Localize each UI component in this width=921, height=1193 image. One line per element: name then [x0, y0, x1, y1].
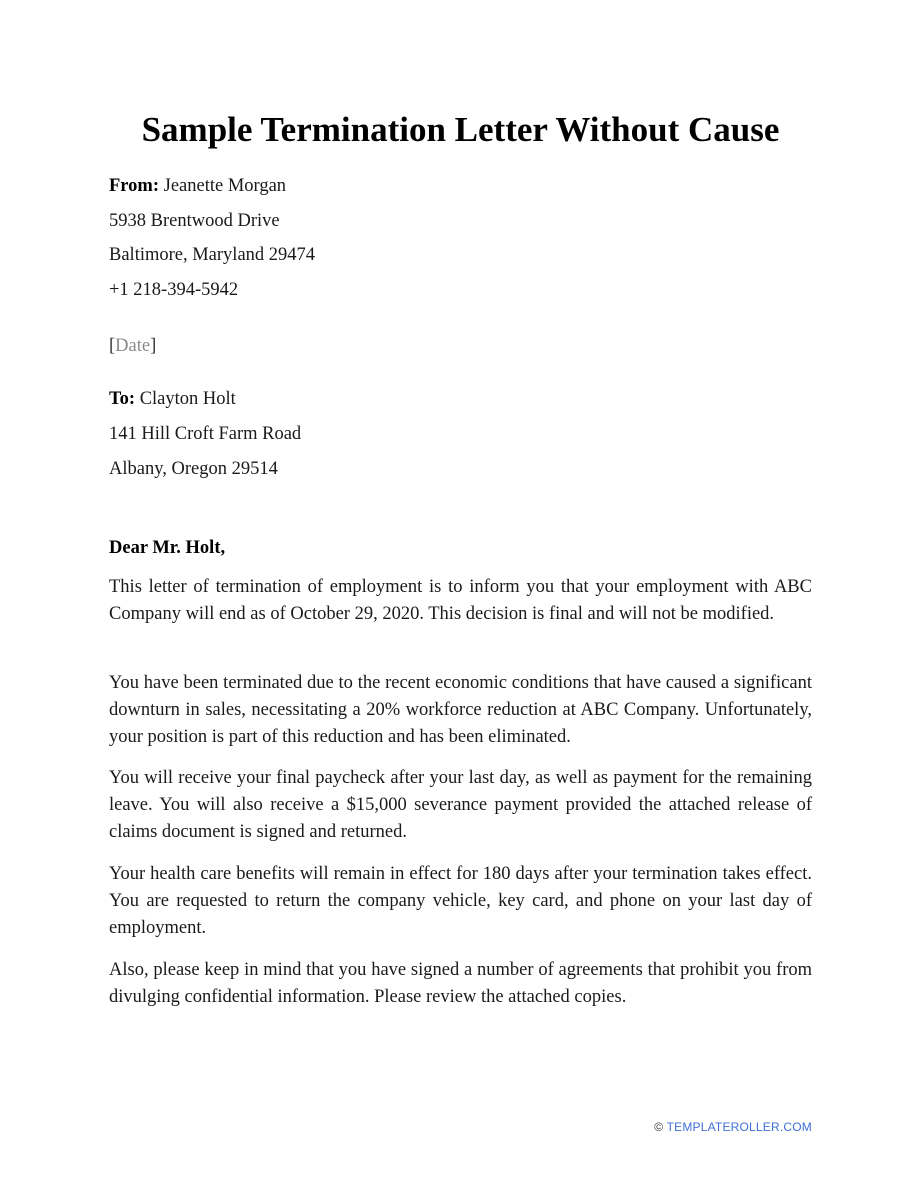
footer-brand-link[interactable]: TEMPLATEROLLER.COM: [666, 1120, 812, 1134]
salutation: Dear Mr. Holt,: [109, 538, 226, 558]
date-close-bracket: ]: [150, 336, 157, 356]
paragraph-reason: You have been terminated due to the recent economic conditions that have caused a significant downturn in sales, necessitating a 20% workforce reduction at ABC Company. Unfortunately, your position is part of this reduction and has been eliminated.: [109, 673, 812, 747]
copyright-icon: ©: [654, 1120, 664, 1134]
recipient-address-line1: 141 Hill Croft Farm Road: [109, 424, 302, 444]
paragraph-termination-notice: This letter of termination of employment is to inform you that your employment with ABC Company will end as of October 29, 2020. This decision is final and will not be modified.: [109, 577, 812, 624]
footer-brand: [654, 1120, 812, 1134]
sender-phone: +1 218-394-5942: [109, 280, 239, 300]
paragraph-final-pay: You will receive your final paycheck after your last day, as well as payment for the remaining leave. You will also receive a $15,000 severance payment provided the attached release of claims document is signed and returned.: [109, 768, 812, 842]
sender-name-line: [109, 174, 286, 198]
paragraph-confidentiality: Also, please keep in mind that you have signed a number of agreements that prohibit you from divulging confidential information. Please review the attached copies.: [109, 960, 812, 1007]
recipient-name: Clayton Holt: [139, 389, 236, 409]
recipient-address-line2: Albany, Oregon 29514: [109, 459, 278, 479]
date-placeholder: Date: [115, 336, 151, 356]
sender-name: Jeanette Morgan: [163, 176, 287, 196]
sender-address-line1: 5938 Brentwood Drive: [109, 211, 280, 231]
document-title: Sample Termination Letter Without Cause: [141, 110, 780, 149]
date-field: [109, 334, 156, 358]
from-label: From:: [109, 176, 159, 196]
sender-address-line2: Baltimore, Maryland 29474: [109, 245, 316, 265]
recipient-name-line: [109, 387, 236, 411]
paragraph-benefits: Your health care benefits will remain in effect for 180 days after your termination takes effect. You are requested to return the company vehicle, key card, and phone on your last day of employment.: [109, 864, 812, 938]
to-label: To:: [109, 389, 136, 409]
date-open-bracket: [: [109, 336, 116, 356]
